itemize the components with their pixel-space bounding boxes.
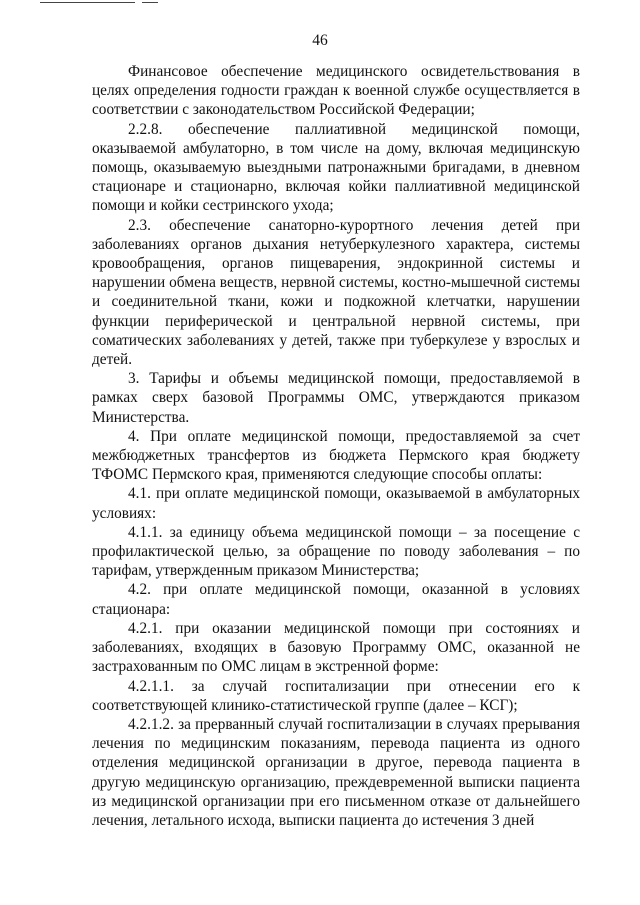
- paragraph: 2.2.8. обеспечение паллиативной медицинской помощи, оказываемой амбулаторно, в том числе на дому, включая медицинскую помощь, оказываемую выездными патронажными бригадами, в дневном стационаре и стационарно, включая койки паллиативной медицинской помощи и койки сестринского ухода;: [92, 120, 580, 215]
- paragraph: 4.1. при оплате медицинской помощи, оказываемой в амбулаторных условиях:: [92, 485, 580, 522]
- paragraph: 4.2.1.2. за прерванный случай госпитализации в случаях прерывания лечения по медицинским показаниям, перевода пациента из одного отделения медицинской организации в другое, перевода пациента в другую медицинскую организацию, преждевременной выписки пациента из медицинской организации при его письменном отказе от дальнейшего лечения, летального исхода, выписки пациента до истечения 3 дней: [92, 715, 580, 829]
- paragraph: 4.2.1. при оказании медицинской помощи при состояниях и заболеваниях, входящих в базовую Программу ОМС, оказанной не застрахованным по ОМС лицам в экстренной форме:: [92, 619, 580, 676]
- paragraph: 3. Тарифы и объемы медицинской помощи, предоставляемой в рамках сверх базовой Программы ОМС, утверждаются приказом Министерства.: [92, 370, 580, 426]
- paragraph: 2.3. обеспечение санаторно-курортного лечения детей при заболеваниях органов дыхания нетуберкулезного характера, системы кровообращения, органов пищеварения, эндокринной системы и нарушении обмена веществ, нервной системы, костно-мышечной системы и соединительной ткани, кожи и подкожной клетчатки, нарушении функции периферической и центральной нервной системы, при соматических заболеваниях у детей, также при туберкулезе у взрослых и детей.: [92, 216, 580, 369]
- scan-edge-line: [40, 2, 135, 3]
- page-number: 46: [312, 32, 328, 49]
- document-body: [92, 62, 580, 830]
- paragraph: 4. При оплате медицинской помощи, предоставляемой за счет межбюджетных трансфертов из бюджета Пермского края бюджету ТФОМС Пермского края, применяются следующие способы оплаты:: [92, 427, 580, 484]
- paragraph: 4.2.1.1. за случай госпитализации при отнесении его к соответствующей клинико-статистической группе (далее – КСГ);: [92, 677, 580, 714]
- paragraph: 4.1.1. за единицу объема медицинской помощи – за посещение с профилактической целью, за обращение по поводу заболевания – по тарифам, утвержденным приказом Министерства;: [92, 523, 580, 580]
- scan-edge-line: [142, 2, 158, 3]
- paragraph: 4.2. при оплате медицинской помощи, оказанной в условиях стационара:: [92, 581, 580, 618]
- paragraph: Финансовое обеспечение медицинского освидетельствования в целях определения годности граждан к военной службе осуществляется в соответствии с законодательством Российской Федерации;: [92, 63, 580, 119]
